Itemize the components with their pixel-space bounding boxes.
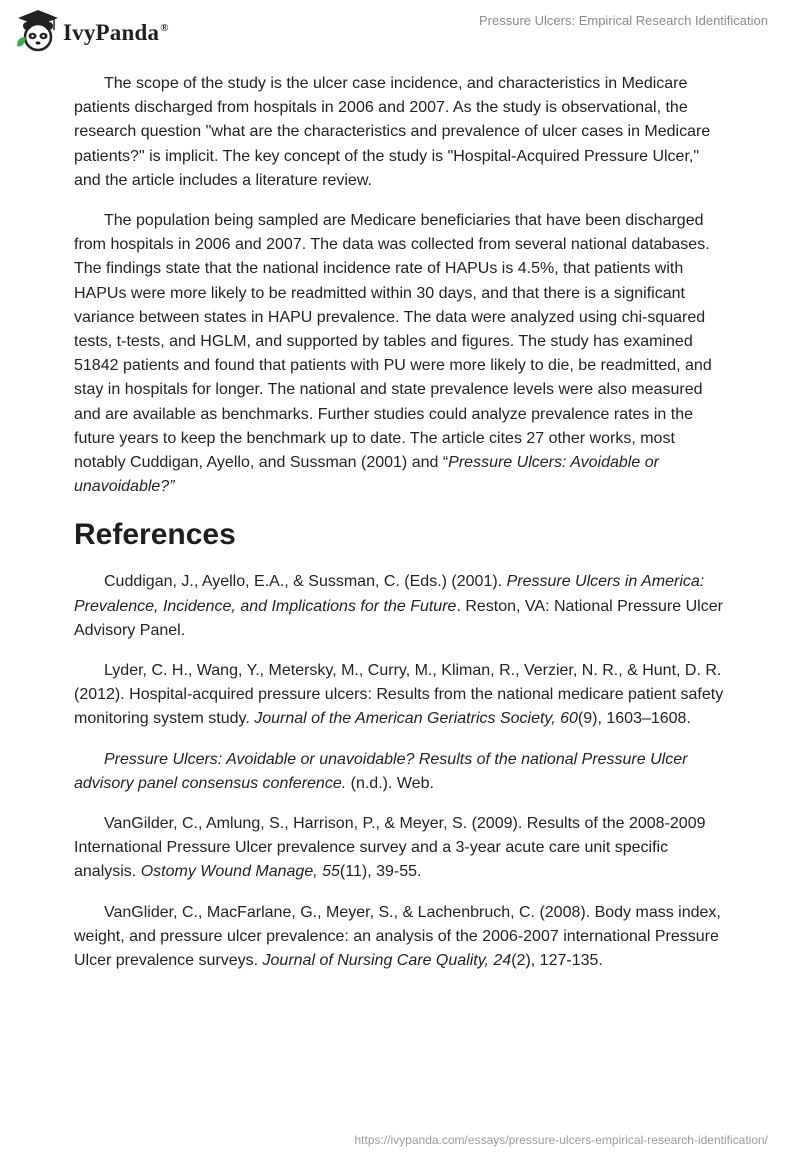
source-url[interactable]: https://ivypanda.com/essays/pressure-ulcers-empirical-research-identification/ xyxy=(354,1133,768,1147)
reference-item: VanGlider, C., MacFarlane, G., Meyer, S., & Lachenbruch, C. (2008). Body mass index, weight, and pressure ulcer prevalence: an analysis of the 2006-2007 international Pressure Ulcer prevalence surveys. Journal of Nursing Care Quality, 24(2), 127-135. xyxy=(74,903,721,970)
reference-item: Cuddigan, J., Ayello, E.A., & Sussman, C. (Eds.) (2001). Pressure Ulcers in America: Prevalence, Incidence, and Implications for the Future. Reston, VA: National Pressure Ulcer Advisory Panel. xyxy=(74,573,723,639)
logo[interactable] xyxy=(14,8,169,54)
page-title: Pressure Ulcers: Empirical Research Identification xyxy=(479,13,768,28)
reference-item: Pressure Ulcers: Avoidable or unavoidable? Results of the national Pressure Ulcer advisory panel consensus conference. (n.d.). Web. xyxy=(74,750,688,792)
brand-name: IvyPanda® xyxy=(63,20,169,45)
reference-item: Lyder, C. H., Wang, Y., Metersky, M., Curry, M., Kliman, R., Verzier, N. R., & Hunt, D. R. (2012). Hospital-acquired pressure ulcers: Results from the national medicare patient safety monitoring system study. Journal of the American Geriatrics Society, 60(9), 1603–1608. xyxy=(74,662,724,728)
article-body xyxy=(74,72,726,989)
reference-item: VanGilder, C., Amlung, S., Harrison, P., & Meyer, S. (2009). Results of the 2008-2009 International Pressure Ulcer prevalence survey and a 3-year acute care unit specific analysis. Ostomy Wound Manage, 55(11), 39-55. xyxy=(74,815,706,881)
body-paragraph: The scope of the study is the ulcer case incidence, and characteristics in Medicare patients discharged from hospitals in 2006 and 2007. As the study is observational, the research question "what are the characteristics and prevalence of ulcer cases in Medicare patients?" is implicit. The key concept of the study is "Hospital-Acquired Pressure Ulcer," and the article includes a literature review. xyxy=(74,75,711,189)
page-header xyxy=(0,0,800,64)
references-heading: References xyxy=(74,518,236,552)
body-paragraph: The population being sampled are Medicare beneficiaries that have been discharged from hospitals in 2006 and 2007. The data was collected from several national databases. The findings state that the national incidence rate of HAPUs is 4.5%, that patients with HAPUs were more likely to be readmitted within 30 days, and that there is a significant variance between states in HAPU prevalence. The data were analyzed using chi-squared tests, t-tests, and HGLM, and supported by tables and figures. The study has examined 51842 patients and found that patients with PU were more likely to die, be readmitted, and stay in hospitals for longer. The national and state prevalence levels were also measured and are available as benchmarks. Further studies could analyze prevalence rates in the future years to keep the benchmark up to date. The article cites 27 other works, most notably Cuddigan, Ayello, and Sussman (2001) and “Pressure Ulcers: Avoidable or unavoidable?” xyxy=(74,212,712,496)
panda-graduation-cap-icon xyxy=(14,8,58,54)
